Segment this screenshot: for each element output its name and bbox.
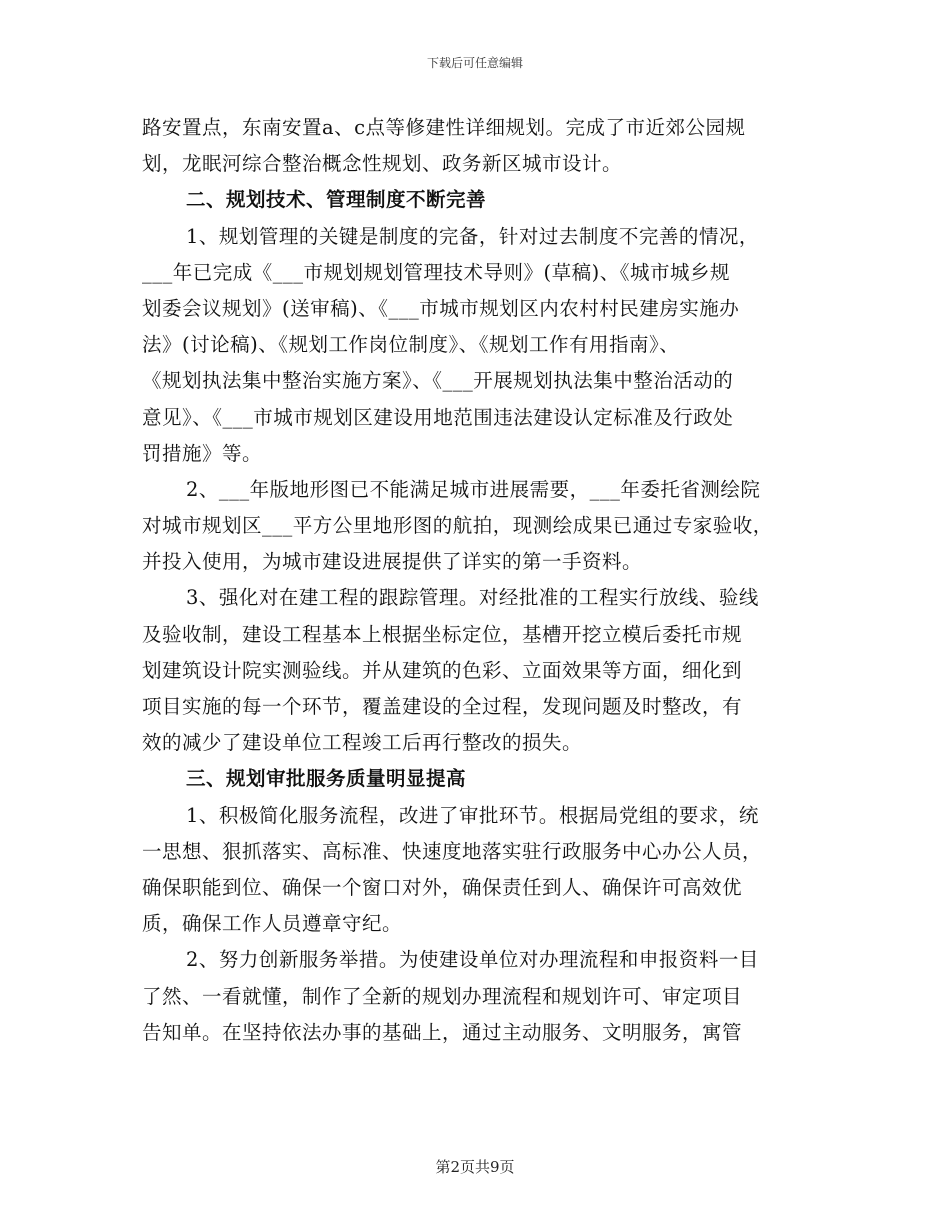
text-line: 效的减少了建设单位工程竣工后再行整改的损失。 (142, 731, 583, 755)
paragraph-start: 1、积极简化服务流程，改进了审批环节。根据局党组的要求，统 (186, 803, 759, 827)
text-line: 罚措施》等。 (142, 441, 263, 465)
paragraph-start: 2、___年版地形图已不能满足城市进展需要，___年委托省测绘院 (186, 477, 761, 501)
text-line: 项目实施的每一个环节，覆盖建设的全过程，发现问题及时整改，有 (142, 695, 743, 718)
text-line: 一思想、狠抓落实、高标准、快速度地落实驻行政服务中心办公人员， (142, 839, 763, 863)
section-heading: 三、规划审批服务质量明显提高 (186, 767, 467, 791)
text-line: 《规划执法集中整治实施方案》、《___开展规划执法集中整治活动的 (142, 369, 734, 393)
page-header-note: 下载后可任意编辑 (426, 56, 523, 70)
document-body (142, 110, 802, 1051)
text-line: 划委会议规划》(送审稿)、《___市城市规划区内农村村民建房实施办 (142, 296, 740, 320)
section-heading: 二、规划技术、管理制度不断完善 (186, 188, 487, 212)
text-line: 路安置点，东南安置a、c点等修建性详细规划。完成了市近郊公园规 (142, 116, 746, 139)
text-line: 法》(讨论稿)、《规划工作岗位制度》、《规划工作有用指南》、 (142, 333, 680, 357)
text-line: ___年已完成《___市规划规划管理技术导则》(草稿)、《城市城乡规 (142, 260, 730, 284)
paragraph-start: 2、努力创新服务举措。为使建设单位对办理流程和申报资料一目 (186, 948, 759, 972)
text-line: 并投入使用，为城市建设进展提供了详实的第一手资料。 (142, 550, 643, 574)
text-line: 划，龙眠河综合整治概念性规划、政务新区城市设计。 (142, 152, 623, 176)
text-line: 对城市规划区___平方公里地形图的航拍，现测绘成果已通过专家验收， (142, 514, 773, 538)
paragraph-start: 3、强化对在建工程的跟踪管理。对经批准的工程实行放线、验线 (186, 586, 759, 610)
text-line: 划建筑设计院实测验线。并从建筑的色彩、立面效果等方面，细化到 (142, 658, 743, 682)
text-line: 及验收制，建设工程基本上根据坐标定位，基槽开挖立模后委托市规 (142, 622, 743, 646)
page-number: 第2页共9页 (435, 1158, 515, 1176)
text-line: 了然、一看就懂，制作了全新的规划办理流程和规划许可、审定项目 (142, 984, 743, 1008)
paragraph-start: 1、规划管理的关键是制度的完备，针对过去制度不完善的情况， (186, 224, 759, 248)
text-line: 告知单。在坚持依法办事的基础上，通过主动服务、文明服务，寓管 (142, 1020, 743, 1044)
text-line: 确保职能到位、确保一个窗口对外，确保责任到人、确保许可高效优 (142, 875, 743, 899)
text-line: 质，确保工作人员遵章守纪。 (142, 912, 403, 936)
text-line: 意见》、《___市城市规划区建设用地范围违法建设认定标准及行政处 (142, 405, 734, 429)
